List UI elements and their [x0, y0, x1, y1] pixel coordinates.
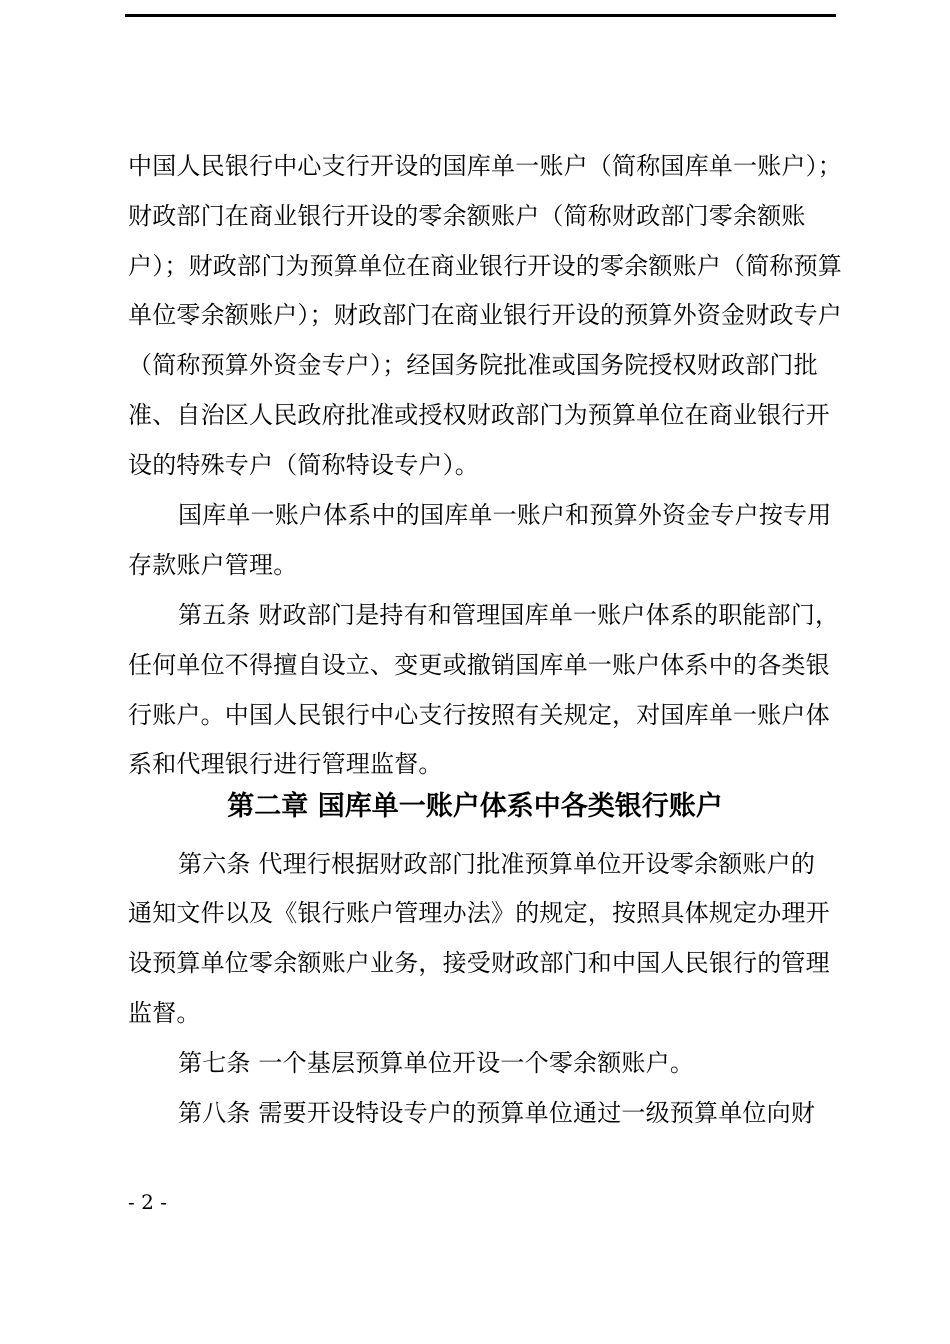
article-6-line: 第六条 代理行根据财政部门批准预算单位开设零余额账户的 [178, 850, 816, 878]
paragraph-line: 设的特殊专户（简称特设专户）。 [128, 451, 479, 479]
paragraph-line: 国库单一账户体系中的国库单一账户和预算外资金专户按专用 [178, 501, 832, 529]
paragraph-line: （简称预算外资金专户）；经国务院批准或国务院授权财政部门批 [128, 351, 818, 379]
paragraph-line: 户）；财政部门为预算单位在商业银行开设的零余额账户（简称预算 [128, 252, 842, 280]
paragraph-line: 行账户。中国人民银行中心支行按照有关规定，对国库单一账户体 [128, 701, 830, 729]
page-number: - 2 - [128, 1190, 167, 1214]
article-8-line: 第八条 需要开设特设专户的预算单位通过一级预算单位向财 [178, 1099, 816, 1127]
paragraph-line: 财政部门在商业银行开设的零余额账户（简称财政部门零余额账 [128, 202, 806, 230]
article-5-line: 第五条 财政部门是持有和管理国库单一账户体系的职能部门， [178, 601, 840, 629]
chapter-heading: 第二章 国库单一账户体系中各类银行账户 [227, 791, 723, 822]
paragraph-line: 准、自治区人民政府批准或授权财政部门为预算单位在商业银行开 [128, 401, 830, 429]
header-rule [125, 14, 836, 17]
paragraph-line: 通知文件以及《银行账户管理办法》的规定，按照具体规定办理开 [128, 899, 830, 927]
paragraph-line: 单位零余额账户）；财政部门在商业银行开设的预算外资金财政专户 [128, 301, 842, 329]
article-7-line: 第七条 一个基层预算单位开设一个零余额账户。 [178, 1049, 695, 1077]
paragraph-line: 系和代理银行进行管理监督。 [128, 750, 443, 778]
paragraph-line: 设预算单位零余额账户业务，接受财政部门和中国人民银行的管理 [128, 949, 830, 977]
paragraph-line: 存款账户管理。 [128, 551, 298, 579]
paragraph-line: 中国人民银行中心支行开设的国库单一账户（简称国库单一账户）； [128, 152, 842, 180]
paragraph-line: 监督。 [128, 999, 201, 1027]
paragraph-line: 任何单位不得擅自设立、变更或撤销国库单一账户体系中的各类银 [128, 651, 830, 679]
